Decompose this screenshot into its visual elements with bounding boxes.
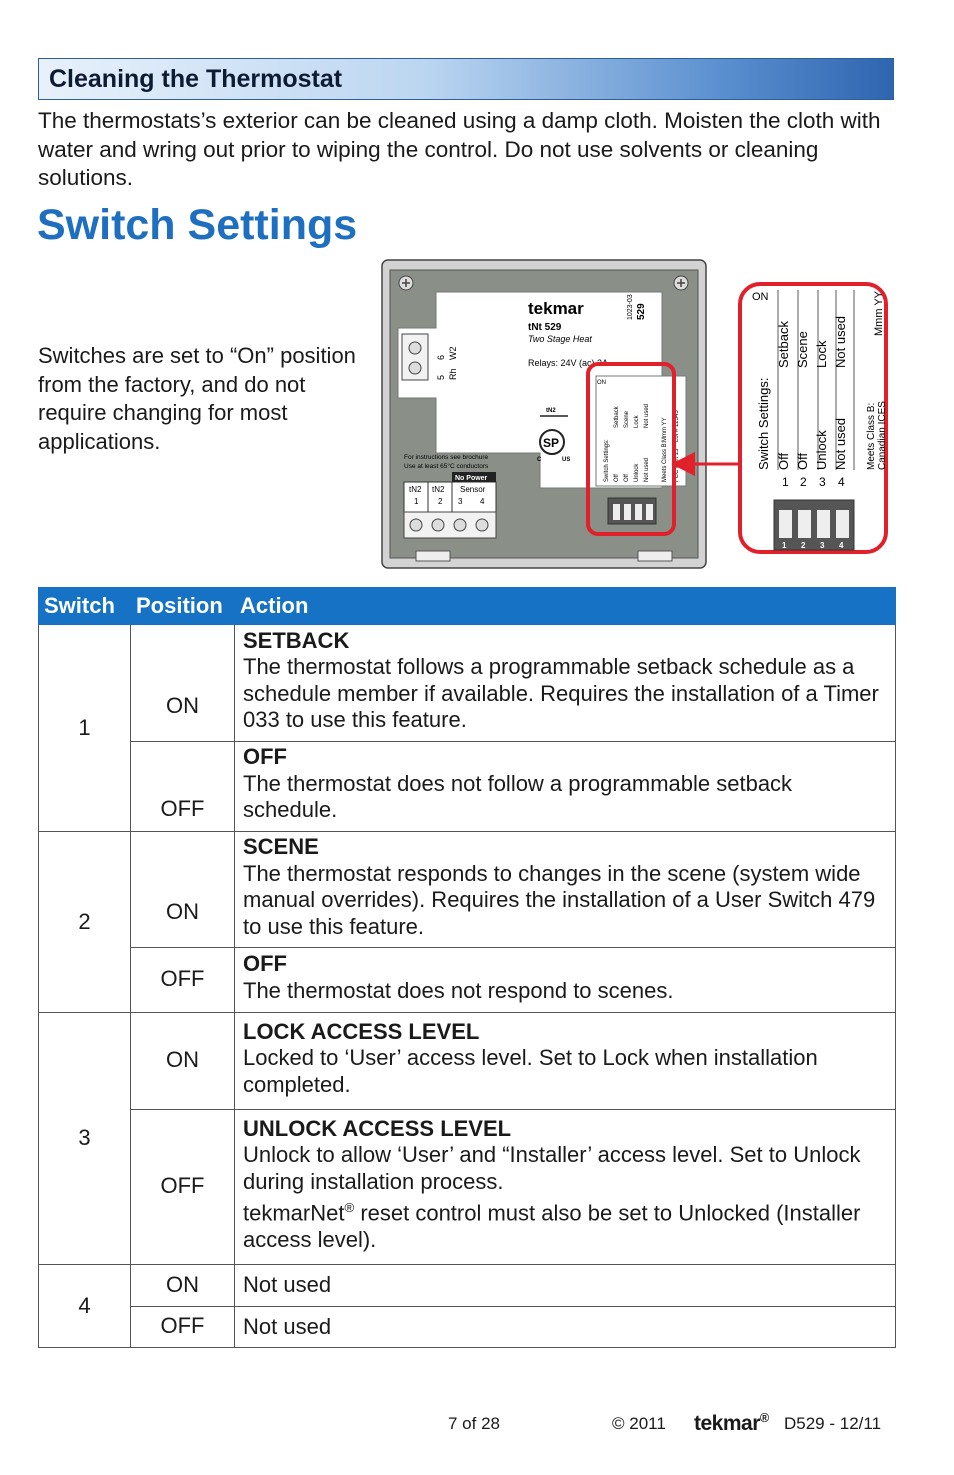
table-header-row	[39, 588, 896, 625]
position-off: OFF	[131, 948, 235, 1013]
dip-toggle-2	[798, 510, 811, 538]
position-on: ON	[131, 1265, 235, 1307]
terminal-screw-icon	[410, 519, 422, 531]
base-tab-right	[638, 551, 672, 561]
switch-number: 1	[39, 625, 131, 832]
device-relays: Relays: 24V (ac) 2A	[528, 358, 609, 368]
zoom-off-1: Off	[776, 452, 791, 470]
terminal-rh: Rh	[448, 368, 458, 380]
zoom-on-4: Not used	[833, 315, 848, 368]
zoom-num-2: 2	[800, 475, 807, 489]
small-on-4: Not used	[644, 403, 650, 428]
position-on: ON	[131, 625, 235, 742]
action-title: OFF	[243, 744, 287, 770]
switch-number: 2	[39, 832, 131, 1013]
action-title: SCENE	[243, 834, 319, 859]
table-row	[39, 1013, 896, 1110]
terminal-5: 5	[436, 374, 446, 380]
instructions-line-2: Use at least 65°C conductors	[404, 463, 489, 470]
csa-c: C	[537, 457, 542, 463]
terminal-label-sensor: Sensor	[460, 485, 486, 494]
device-brand: tekmar	[528, 299, 584, 318]
zoom-mmm: Mmm YY	[873, 290, 885, 336]
terminal-label-tn2-1: tN2	[409, 485, 422, 494]
terminal-screw-icon	[409, 342, 421, 354]
screw-top-left-icon	[399, 276, 413, 290]
small-on-1: Setback	[614, 406, 620, 428]
table-row	[39, 625, 896, 742]
device-subtitle: Two Stage Heat	[528, 334, 592, 344]
switch-number: 4	[39, 1265, 131, 1348]
action-note	[243, 1195, 887, 1253]
table-row	[39, 742, 896, 832]
action-title: OFF	[243, 951, 287, 976]
table-row	[39, 1265, 896, 1307]
dip-num-4: 4	[839, 541, 844, 550]
action-cell	[235, 948, 896, 1013]
action-cell	[235, 625, 896, 742]
csa-us: US	[562, 457, 571, 463]
dip-num-3: 3	[820, 541, 825, 550]
zoom-num-1: 1	[782, 475, 789, 489]
instructions-line-1: For instructions see brochure	[404, 454, 489, 461]
table-row	[39, 1307, 896, 1348]
position-on: ON	[131, 1013, 235, 1110]
zoom-on-1: Setback	[776, 321, 791, 368]
dip-toggle-3	[817, 510, 830, 538]
section-header-bar	[38, 58, 894, 100]
section-title: Cleaning the Thermostat	[49, 65, 343, 93]
device-code: 1023-03	[627, 294, 634, 320]
brand-name: tekmarNet	[243, 1200, 345, 1226]
action-cell	[235, 1110, 896, 1265]
dip-toggle-small	[646, 504, 653, 520]
terminal-screw-icon	[409, 362, 421, 374]
base-tab-left	[416, 551, 450, 561]
document-number: D529 - 12/11	[784, 1414, 882, 1433]
dip-num-1: 1	[782, 541, 787, 550]
zoom-on-2: Scene	[795, 331, 810, 368]
small-off-3: Unlock	[634, 463, 640, 482]
action-text: Locked to ‘User’ access level. Set to Lock when installation completed.	[243, 1045, 818, 1097]
no-power-label: No Power	[455, 475, 488, 482]
terminal-screw-icon	[476, 519, 488, 531]
header-position: Position	[131, 588, 235, 625]
small-on-2: Scene	[624, 410, 630, 428]
zoom-num-4: 4	[838, 475, 845, 489]
factory-note: Switches are set to “On” position from the factory, and do not require changing for most applications.	[38, 343, 356, 454]
terminal-num-1: 1	[414, 497, 419, 506]
position-off: OFF	[131, 1307, 235, 1348]
small-off-2: Off	[624, 474, 630, 482]
header-action: Action	[235, 588, 896, 625]
csa-letters: SP	[543, 436, 560, 450]
cleaning-paragraph: The thermostats’s exterior can be cleaned using a damp cloth. Moisten the cloth with water and wring out prior to wiping the control. Do not use solvents or cleaning solutions.	[38, 108, 881, 190]
position-off: OFF	[131, 742, 235, 832]
thermostat-diagram	[380, 258, 892, 570]
terminal-w2: W2	[448, 346, 458, 360]
small-lot: Lot # 12345	[674, 410, 680, 442]
small-on-3: Lock	[634, 415, 640, 428]
zoom-meets-2: Canadian ICES	[877, 401, 888, 470]
zoom-meets-1: Meets Class B:	[866, 402, 877, 470]
zoom-num-3: 3	[819, 475, 826, 489]
position-off: OFF	[131, 1110, 235, 1265]
small-fcc: FCC Part 15	[674, 448, 680, 482]
header-switch: Switch	[39, 588, 131, 625]
dip-toggle-small	[624, 504, 631, 520]
switch-number: 3	[39, 1013, 131, 1265]
switch-settings-table	[38, 587, 896, 1348]
terminal-num-4: 4	[480, 497, 485, 506]
action-cell	[235, 832, 896, 948]
tekmar-logo	[694, 1411, 769, 1436]
action-text: The thermostat follows a programmable setback schedule as a schedule member if available. Requires the installation of a Timer 033 to use this feature.	[243, 654, 879, 732]
terminal-screw-icon	[432, 519, 444, 531]
small-mmm: Mmm YY	[662, 417, 668, 442]
small-meets: Meets Class B:	[662, 441, 668, 482]
action-note-text: reset control must also be set to Unlocked (Installer access level).	[243, 1200, 861, 1252]
action-text: The thermostat does not respond to scenes.	[243, 977, 674, 1003]
zoom-off-4: Not used	[833, 417, 848, 470]
action-cell: Not used	[235, 1265, 896, 1307]
screw-top-right-icon	[674, 276, 688, 290]
terminal-num-3: 3	[458, 497, 463, 506]
action-cell	[235, 742, 896, 832]
dip-toggle-small	[613, 504, 620, 520]
small-switch-title: Switch Settings:	[604, 439, 610, 482]
zoom-on-3: Lock	[814, 340, 829, 368]
action-title: SETBACK	[243, 627, 350, 653]
dip-toggle-1	[779, 510, 792, 538]
dip-num-2: 2	[801, 541, 806, 550]
logo-text: tekmar	[694, 1412, 760, 1435]
small-on: ON	[597, 380, 606, 386]
action-title: LOCK ACCESS LEVEL	[243, 1018, 480, 1044]
action-text: Unlock to allow ‘User’ and “Installer’ access level. Set to Unlock during installation process.	[243, 1142, 861, 1194]
copyright: © 2011	[612, 1414, 666, 1433]
registered-icon: ®	[344, 1200, 355, 1216]
table-row	[39, 1110, 896, 1265]
zoom-on: ON	[752, 291, 769, 303]
registered-icon: ®	[759, 1411, 769, 1425]
dip-toggle-4	[836, 510, 849, 538]
device-model: tNt 529	[528, 322, 562, 333]
tn2-mark: tN2	[546, 408, 556, 414]
small-off-1: Off	[614, 474, 620, 482]
action-title: UNLOCK ACCESS LEVEL	[243, 1115, 512, 1141]
zoom-off-2: Off	[795, 452, 810, 470]
dip-toggle-small	[635, 504, 642, 520]
action-text: The thermostat responds to changes in the scene (system wide manual overrides). Requires the installation of a User Switch 479 to use this feature.	[243, 860, 876, 939]
position-on: ON	[131, 832, 235, 948]
action-cell	[235, 1013, 896, 1110]
terminal-6: 6	[436, 354, 446, 360]
terminal-screw-icon	[454, 519, 466, 531]
action-cell: Not used	[235, 1307, 896, 1348]
page-number: 7 of 28	[448, 1414, 500, 1433]
zoom-switch-title: Switch Settings:	[756, 377, 771, 470]
page-title: Switch Settings	[37, 201, 358, 249]
table-row	[39, 948, 896, 1013]
zoom-off-3: Unlock	[814, 430, 829, 470]
terminal-label-tn2-2: tN2	[432, 485, 445, 494]
action-text: The thermostat does not follow a programmable setback schedule.	[243, 770, 793, 823]
table-row	[39, 832, 896, 948]
small-off-4: Not used	[644, 457, 650, 482]
terminal-num-2: 2	[438, 497, 443, 506]
device-number: 529	[636, 303, 647, 320]
